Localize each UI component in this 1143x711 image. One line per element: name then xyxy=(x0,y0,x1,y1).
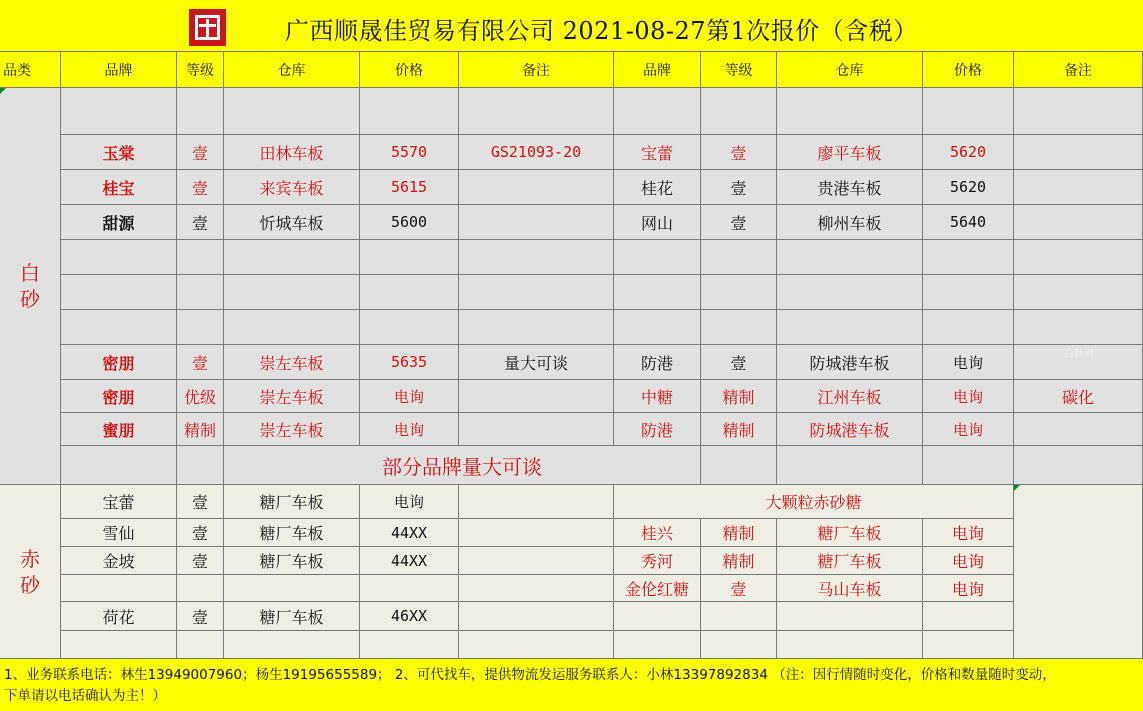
white-brand-2: 桂花 xyxy=(614,170,701,205)
empty-cell xyxy=(614,88,701,135)
brown-grade-2: 壹 xyxy=(701,575,777,602)
cell-marker xyxy=(0,88,6,94)
brown-grade: 壹 xyxy=(177,547,224,575)
white-remark xyxy=(459,205,614,240)
white-remark-2 xyxy=(1014,170,1143,205)
brown-brand-2: 桂兴 xyxy=(614,519,701,547)
white-warehouse-2: 防城港车板 xyxy=(777,413,923,446)
brown-warehouse: 糖厂车板 xyxy=(224,485,360,519)
white-grade: 优级 xyxy=(177,380,224,413)
empty-cell xyxy=(923,446,1014,485)
brown-grade: 壹 xyxy=(177,602,224,631)
empty-cell xyxy=(701,310,777,345)
white-price: 5570 xyxy=(360,135,459,170)
white-grade-2: 壹 xyxy=(701,345,777,380)
brown-price-2: 电询 xyxy=(923,575,1014,602)
white-brand-2: 网山 xyxy=(614,205,701,240)
white-warehouse: 来宾车板 xyxy=(224,170,360,205)
empty-cell xyxy=(1014,275,1143,310)
white-grade-2: 壹 xyxy=(701,135,777,170)
white-warehouse: 崇左车板 xyxy=(224,380,360,413)
empty-cell xyxy=(701,275,777,310)
brown-grade-2: 精制 xyxy=(701,547,777,575)
white-grade: 壹 xyxy=(177,345,224,380)
footer-notes xyxy=(0,659,1143,711)
empty-cell xyxy=(1014,88,1143,135)
empty-cell xyxy=(777,275,923,310)
empty-cell xyxy=(177,240,224,275)
white-warehouse: 忻城车板 xyxy=(224,205,360,240)
empty-cell xyxy=(614,602,701,631)
white-brand: 蜜朋 xyxy=(61,413,177,446)
empty-cell xyxy=(459,547,614,575)
category-white-sugar: 白 砂 xyxy=(0,88,61,485)
brown-grade-2: 精制 xyxy=(701,519,777,547)
white-price-2: 5640 xyxy=(923,205,1014,240)
brown-brand-2: 秀河 xyxy=(614,547,701,575)
white-remark: GS21093-20 xyxy=(459,135,614,170)
empty-cell xyxy=(701,240,777,275)
empty-cell xyxy=(459,88,614,135)
white-brand-2: 防港 xyxy=(614,345,701,380)
big-granule-header: 大颗粒赤砂糖 xyxy=(614,485,1014,519)
white-grade: 壹 xyxy=(177,135,224,170)
empty-cell xyxy=(459,485,614,519)
empty-cell xyxy=(923,310,1014,345)
empty-cell xyxy=(459,240,614,275)
brown-brand-2: 金伦红糖 xyxy=(614,575,701,602)
empty-cell xyxy=(1014,485,1143,659)
empty-cell xyxy=(177,88,224,135)
empty-cell xyxy=(360,88,459,135)
empty-cell xyxy=(224,631,360,659)
empty-cell xyxy=(701,446,777,485)
empty-cell xyxy=(923,240,1014,275)
header-warehouse: 仓库 xyxy=(224,52,360,88)
brown-brand: 金坡 xyxy=(61,547,177,575)
white-warehouse: 田林车板 xyxy=(224,135,360,170)
empty-cell xyxy=(459,275,614,310)
white-brand-2: 宝蕾 xyxy=(614,135,701,170)
empty-cell xyxy=(61,240,177,275)
white-remark xyxy=(459,380,614,413)
empty-cell xyxy=(177,575,224,602)
white-warehouse-2: 柳州车板 xyxy=(777,205,923,240)
page-title: 广西顺晟佳贸易有限公司 2021-08-27第1次报价（含税） xyxy=(285,17,918,45)
white-price: 电询 xyxy=(360,380,459,413)
empty-cell xyxy=(360,631,459,659)
brown-grade: 壹 xyxy=(177,485,224,519)
watermark-text: 白糖网 xyxy=(1064,349,1094,360)
brown-warehouse-2: 糖厂车板 xyxy=(777,519,923,547)
header-warehouse2: 仓库 xyxy=(777,52,923,88)
brown-grade: 壹 xyxy=(177,519,224,547)
empty-cell xyxy=(923,602,1014,631)
white-brand-2: 中糖 xyxy=(614,380,701,413)
empty-cell xyxy=(61,631,177,659)
empty-cell xyxy=(459,575,614,602)
brown-brand: 雪仙 xyxy=(61,519,177,547)
empty-cell xyxy=(701,88,777,135)
white-warehouse-2: 江州车板 xyxy=(777,380,923,413)
white-remark xyxy=(459,170,614,205)
empty-cell xyxy=(177,631,224,659)
empty-cell xyxy=(459,631,614,659)
empty-cell xyxy=(701,631,777,659)
white-price: 5615 xyxy=(360,170,459,205)
white-brand: 密朋 xyxy=(61,345,177,380)
white-remark-2 xyxy=(1014,413,1143,446)
brown-brand: 宝蕾 xyxy=(61,485,177,519)
white-price: 电询 xyxy=(360,413,459,446)
empty-cell xyxy=(614,310,701,345)
white-grade: 精制 xyxy=(177,413,224,446)
footer-line-2: 下单请以电话确认为主！） xyxy=(4,688,166,704)
empty-cell xyxy=(614,240,701,275)
white-price-2: 5620 xyxy=(923,135,1014,170)
white-warehouse-2: 廖平车板 xyxy=(777,135,923,170)
empty-cell xyxy=(360,575,459,602)
header-price: 价格 xyxy=(360,52,459,88)
empty-cell xyxy=(777,88,923,135)
brown-warehouse: 糖厂车板 xyxy=(224,519,360,547)
cell-marker xyxy=(1014,485,1020,491)
brown-brand: 荷花 xyxy=(61,602,177,631)
empty-cell xyxy=(61,446,177,485)
brown-warehouse-2: 糖厂车板 xyxy=(777,547,923,575)
empty-cell xyxy=(459,602,614,631)
header-grade2: 等级 xyxy=(701,52,777,88)
white-remark-2: 碳化 xyxy=(1014,380,1143,413)
white-remark-2 xyxy=(1014,135,1143,170)
brown-price-2: 电询 xyxy=(923,519,1014,547)
brown-price: 46XX xyxy=(360,602,459,631)
white-remark-2 xyxy=(1014,205,1143,240)
white-brand: 密朋 xyxy=(61,380,177,413)
brown-price-2: 电询 xyxy=(923,547,1014,575)
white-price: 5635 xyxy=(360,345,459,380)
brown-warehouse: 糖厂车板 xyxy=(224,602,360,631)
empty-cell xyxy=(777,310,923,345)
white-warehouse-2: 防城港车板 xyxy=(777,345,923,380)
white-grade-2: 精制 xyxy=(701,413,777,446)
white-warehouse: 崇左车板 xyxy=(224,413,360,446)
white-remark xyxy=(459,413,614,446)
empty-cell xyxy=(224,575,360,602)
empty-cell xyxy=(360,240,459,275)
empty-cell xyxy=(777,602,923,631)
white-price-2: 5620 xyxy=(923,170,1014,205)
white-grade-2: 壹 xyxy=(701,170,777,205)
empty-cell xyxy=(177,310,224,345)
empty-cell xyxy=(224,240,360,275)
white-warehouse-2: 贵港车板 xyxy=(777,170,923,205)
white-grade-2: 壹 xyxy=(701,205,777,240)
empty-cell xyxy=(459,310,614,345)
brown-warehouse-2: 马山车板 xyxy=(777,575,923,602)
white-price-2: 电询 xyxy=(923,380,1014,413)
white-brand: 桂宝 xyxy=(61,170,177,205)
header-grade: 等级 xyxy=(177,52,224,88)
empty-cell xyxy=(177,446,224,485)
empty-cell xyxy=(459,519,614,547)
brown-price: 44XX xyxy=(360,547,459,575)
header-remark: 备注 xyxy=(459,52,614,88)
white-brand: 玉棠 xyxy=(61,135,177,170)
empty-cell xyxy=(61,575,177,602)
empty-cell xyxy=(360,310,459,345)
empty-cell xyxy=(614,631,701,659)
empty-cell xyxy=(777,240,923,275)
brown-price: 44XX xyxy=(360,519,459,547)
white-price: 5600 xyxy=(360,205,459,240)
white-price-2: 电询 xyxy=(923,413,1014,446)
empty-cell xyxy=(61,310,177,345)
white-remark: 量大可谈 xyxy=(459,345,614,380)
empty-cell xyxy=(923,88,1014,135)
empty-cell xyxy=(777,631,923,659)
empty-cell xyxy=(224,88,360,135)
header-category: 品类 xyxy=(0,52,61,88)
empty-cell xyxy=(61,275,177,310)
empty-cell xyxy=(923,631,1014,659)
header-remark2: 备注 xyxy=(1014,52,1143,88)
empty-cell xyxy=(224,275,360,310)
brown-warehouse: 糖厂车板 xyxy=(224,547,360,575)
empty-cell xyxy=(224,310,360,345)
header-price2: 价格 xyxy=(923,52,1014,88)
empty-cell xyxy=(177,275,224,310)
white-brand: 甜源 xyxy=(61,205,177,240)
header-brand2: 品牌 xyxy=(614,52,701,88)
empty-cell xyxy=(1014,446,1143,485)
empty-cell xyxy=(61,88,177,135)
empty-cell xyxy=(923,275,1014,310)
empty-cell xyxy=(701,602,777,631)
white-price-2: 电询 xyxy=(923,345,1014,380)
white-grade: 壹 xyxy=(177,170,224,205)
empty-cell xyxy=(1014,240,1143,275)
empty-cell xyxy=(1014,310,1143,345)
header-brand: 品牌 xyxy=(61,52,177,88)
white-warehouse: 崇左车板 xyxy=(224,345,360,380)
footer-line-1: 1、业务联系电话：林生13949007960；杨生19195655589； 2、可代找车，提供物流发运服务联系人：小林13397892834 （注：因行情随时变化，价格和数量随时变动， xyxy=(4,667,1056,683)
white-brand-2: 防港 xyxy=(614,413,701,446)
brown-price: 电询 xyxy=(360,485,459,519)
empty-cell xyxy=(360,275,459,310)
white-grade-2: 精制 xyxy=(701,380,777,413)
negotiable-note: 部分品牌量大可谈 xyxy=(224,446,701,485)
white-grade: 壹 xyxy=(177,205,224,240)
category-brown-sugar: 赤 砂 xyxy=(0,485,61,659)
empty-cell xyxy=(777,446,923,485)
empty-cell xyxy=(614,275,701,310)
